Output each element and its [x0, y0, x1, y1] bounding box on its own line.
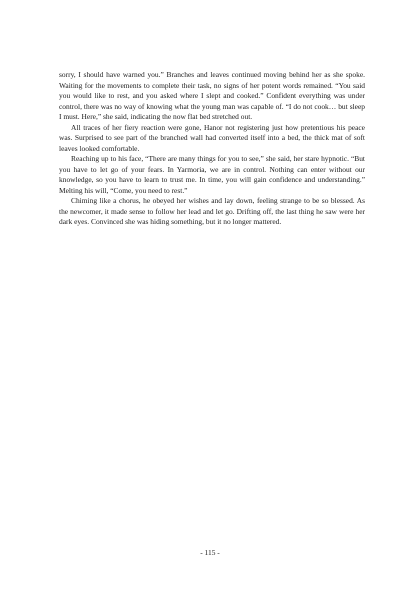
paragraph-3: Reaching up to his face, “There are many things for you to see,” she said, her stare hypnotic. “But you have to let go of your fears. In Yarmoria, we are in control. Nothing can enter without our knowledge, so you have to learn to trust me. In time, you will gain confidence and understanding.” Melting his will, “Come, you need to rest.” — [59, 154, 365, 195]
body-text — [59, 70, 365, 228]
paragraph-4: Chiming like a chorus, he obeyed her wishes and lay down, feeling strange to be so blessed. As the newcomer, it made sense to follow her lead and let go. Drifting off, the last thing he saw were her dark eyes. Convinced she was hiding something, but it no longer mattered. — [59, 196, 365, 226]
paragraph-1: sorry, I should have warned you.” Branches and leaves continued moving behind her as she spoke. Waiting for the movements to complete their task, no signs of her potent words remained. “You said you would like to rest, and you asked where I slept and cooked.” Confident everything was under control, there was no way of knowing what the young man was capable of. “I do not cook… but sleep I must. Here,” she said, indicating the now flat bed stretched out. — [59, 70, 365, 121]
paragraph-2: All traces of her fiery reaction were gone, Hanor not registering just how pretentious his peace was. Surprised to see part of the branched wall had converted itself into a bed, the thick mat of soft leaves looked comfortable. — [59, 122, 365, 153]
page-number: - 115 - — [200, 548, 220, 557]
